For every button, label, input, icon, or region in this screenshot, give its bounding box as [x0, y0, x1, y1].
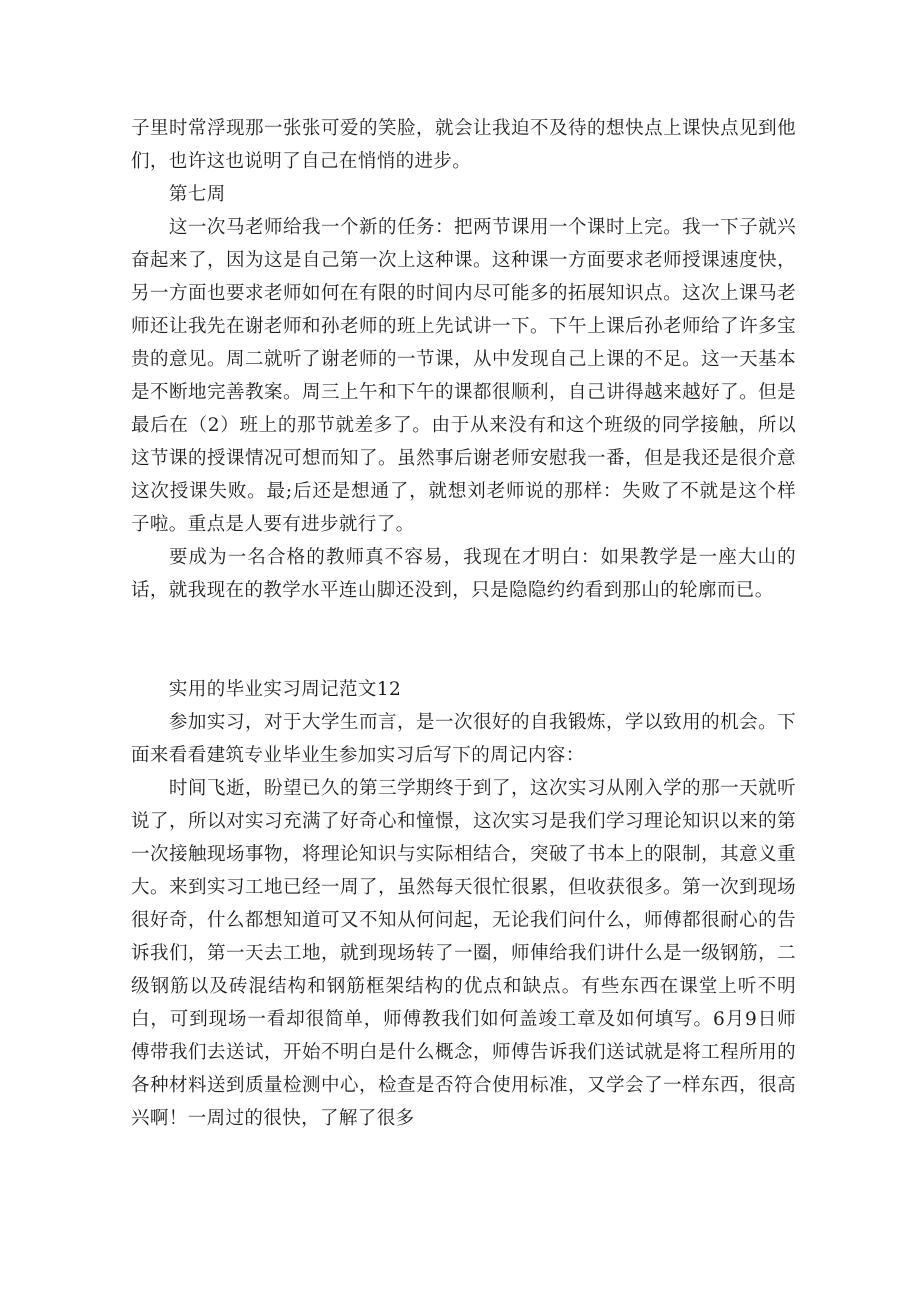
week-heading: 第七周	[168, 184, 226, 205]
paragraph-reflection: 要成为一名合格的教师真不容易，我现在才明白：如果教学是一座大山的话，就我现在的教学水平连山脚还没到，只是隐隐约约看到那山的轮廓而已。	[131, 547, 796, 601]
paragraph-week-seven: 这一次马老师给我一个新的任务：把两节课用一个课时上完。我一下子就兴奋起来了，因为这是自己第一次上这种课。这种课一方面要求老师授课速度快，另一方面也要求老师如何在有限的时间内尽可能多的拓展知识点。这次上课马老师还让我先在谢老师和孙老师的班上先试讲一下。下午上课后孙老师给了许多宝贵的意见。周二就听了谢老师的一节课，从中发现自己上课的不足。这一天基本是不断地完善教案。周三上午和下午的课都很顺利，自己讲得越来越好了。但是最后在（2）班上的那节就差多了。由于从来没有和这个班级的同学接触，所以这节课的授课情况可想而知了。虽然事后谢老师安慰我一番，但是我还是很介意这次授课失败。最;后还是想通了，就想刘老师说的那样：失败了不就是这个样子啦。重点是人要有进步就行了。	[131, 217, 796, 535]
paragraph-continuation: 子里时常浮现那一张张可爱的笑脸，就会让我迫不及待的想快点上课快点见到他们，也许这也说明了自己在悄悄的进步。	[131, 118, 796, 172]
section-gap	[131, 607, 796, 673]
document-body	[131, 112, 796, 1135]
paragraph-internship: 时间飞逝，盼望已久的第三学期终于到了，这次实习从刚入学的那一天就听说了，所以对实习充满了好奇心和憧憬，这次实习是我们学习理论知识以来的第一次接触现场事物，将理论知识与实际相结合，突破了书本上的限制，其意义重大。来到实习工地已经一周了，虽然每天很忙很累，但收获很多。第一次到现场很好奇，什么都想知道可又不知从何问起，无论我们问什么，师傅都很耐心的告诉我们，第一天去工地，就到现场转了一圈，师俥给我们讲什么是一级钢筋，二级钢筋以及砖混结构和钢筋框架结构的优点和缺点。有些东西在课堂上听不明白，可到现场一看却很简单，师傅教我们如何盖竣工章及如何填写。6月9日师傅带我们去送试，开始不明白是什么概念，师傅告诉我们送试就是将工程所用的各种材料送到质量检测中心，检查是否符合使用标准，又学会了一样东西，很高兴啊！一周过的很快，了解了很多	[131, 778, 796, 1129]
paragraph-intro: 参加实习，对于大学生而言，是一次很好的自我锻炼，学以致用的机会。下面来看看建筑专业毕业生参加实习后写下的周记内容：	[131, 712, 796, 766]
section-title: 实用的毕业实习周记范文12	[168, 679, 402, 700]
